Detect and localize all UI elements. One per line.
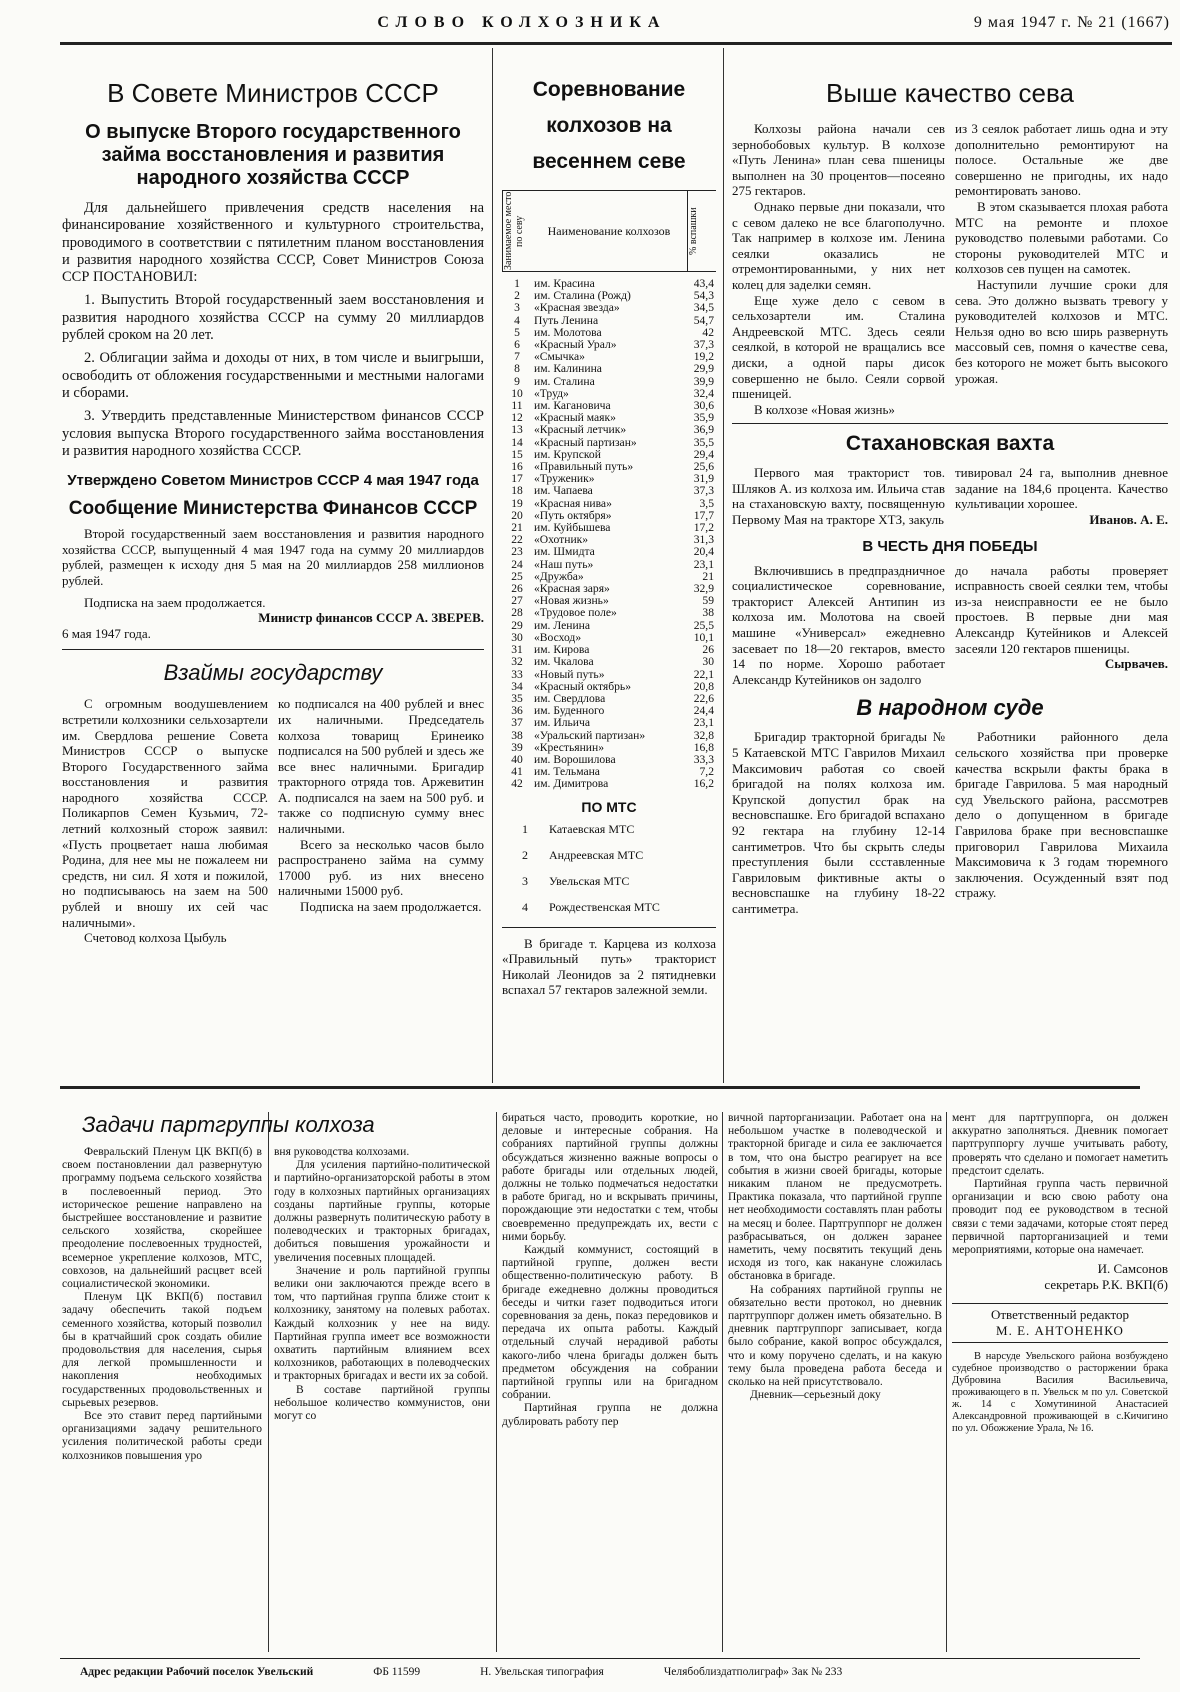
article-paragraph: Пленум ЦК ВКП(б) поставил задачу обеспечить такой подъем семенного хозяйства, который позволил бы в кратчайший срок создать обилие продовольствия для населения, сырья для легкой промышленности и накопления необходимых государственных продовольственных и сырьевых резервов. [62, 1291, 262, 1409]
rank-place: 32 [511, 655, 523, 669]
kolkhoz-name: им. Свердлова [534, 691, 606, 705]
decree-paragraph: Для дальнейшего привлечения средств населения на финансирование хозяйственного и культурного строительства, проводимого в соответствии с пятилетним планом восстановления и развития народного хозяйства СССР, Совет Министров Союза ССР ПОСТАНОВИЛ: [62, 200, 484, 286]
plough-percent: 17,2 [693, 521, 714, 535]
section-divider [62, 649, 484, 650]
plough-percent: 24,4 [693, 704, 714, 718]
article-paragraph: Дневник—серьезный доку [750, 1389, 881, 1402]
mts-place: 3 [522, 873, 528, 888]
kolkhoz-name: Путь Ленина [534, 313, 599, 327]
mts-place: 2 [522, 847, 528, 862]
victory-heading: В ЧЕСТЬ ДНЯ ПОБЕДЫ [862, 537, 1038, 555]
article-paragraph: Бригадир тракторной бригады № 5 Катаевской МТС Гаврилов Михаил Максимович работая со своей бригадой на полях колхоза им. Крупской допустил брак на весновспашке. Его бригадой вспахано 92 гектара на глубину 12-14 сантиметров. Что бы скрыть следы преступления были ссставленные Гавриловым фиктивные акты о весновспашке на глубину 18-22 сантиметра. [732, 729, 945, 916]
ranking-table [502, 278, 716, 791]
rank-place: 19 [511, 496, 523, 510]
col-percent: % вспашки [688, 207, 699, 255]
article-signature-role: секретарь Р.К. ВКП(б) [1044, 1277, 1168, 1293]
kolkhoz-name: «Красная заря» [534, 582, 610, 596]
kolkhoz-name: им. Кирова [534, 643, 590, 657]
article-paragraph: В составе партийной группы небольшое количество коммунистов, они могут со [274, 1383, 490, 1423]
rank-place: 39 [511, 740, 523, 754]
rank-place: 9 [514, 374, 520, 388]
rank-place: 6 [514, 338, 520, 352]
decree-paragraph: 2. Облигации займа и доходы от них, в том числе и выигрыши, освободить от обложения государственными и местными налогами и сборами. [62, 350, 484, 401]
article-paragraph: Однако первые дни показали, что с севом далеко не все благополучно. Так например в колхозе им. Ленина сеялки оказались не отремонтированными, у них нет колец для заделки семян. [732, 198, 945, 292]
rank-place: 28 [511, 606, 523, 620]
court-notice [952, 1351, 1168, 1435]
kolkhoz-name: им. Ленина [534, 618, 591, 632]
kolkhoz-name: «Дружба» [534, 569, 584, 583]
ranking-row [502, 302, 716, 314]
mts-heading: ПО МТС [581, 798, 637, 815]
rank-place: 33 [511, 667, 523, 681]
ranking-row [502, 607, 716, 619]
rank-place: 31 [511, 643, 523, 657]
editor-role: Ответственный редактор [990, 1307, 1130, 1323]
rank-place: 30 [511, 630, 523, 644]
rank-place: 15 [511, 447, 523, 461]
plough-percent: 33,3 [693, 752, 714, 766]
kolkhoz-name: «Красный Урал» [534, 338, 617, 352]
kolkhoz-name: «Труд» [534, 386, 569, 400]
rank-place: 18 [511, 484, 523, 498]
partgroup-col-1 [62, 1146, 262, 1463]
ranking-row [502, 656, 716, 668]
council-heading: В Совете Министров СССР [107, 78, 439, 108]
ranking-row [502, 437, 716, 449]
ranking-row [502, 730, 716, 742]
kolkhoz-name: «Новая жизнь» [534, 594, 609, 608]
section-divider [732, 423, 1168, 424]
mts-name: Андреевская МТС [549, 847, 644, 862]
ranking-row [502, 778, 716, 790]
loan-decree-heading: О выпуске Второго государственного займа восстановления и развития народного хозяйства СССР [85, 121, 461, 189]
kolkhoz-name: им. Сталина (Рожд) [534, 289, 631, 303]
plough-percent: 23,1 [693, 557, 714, 571]
column-rule-5 [722, 1112, 723, 1652]
plough-percent: 3,5 [699, 496, 714, 510]
plough-percent: 20,8 [693, 679, 714, 693]
rank-place: 34 [511, 679, 523, 693]
plough-percent: 20,4 [693, 545, 714, 559]
plough-percent: 10,1 [693, 630, 714, 644]
partgroup-col-2 [274, 1146, 490, 1423]
article-paragraph: вичной парторганизации. Работает она на небольшом участке в полеводческой и тракторной бригаде и сила ее заключается в том, что она быстро реагирует на все события в жизни своей бригады, которые никаким планом не предусмотреть. Практика показала, что партийной группе нет необходимости составлять план работы на месяц и более. Партгруппорг не должен разбрасываться, он должен заранее наметить, чему посвятить текущий день исходя из того, как накануне сложилась обстановка в бригаде. [728, 1112, 942, 1283]
ranking-row [502, 485, 716, 497]
mts-name: Рождественская МТС [549, 899, 660, 914]
mts-row [504, 817, 714, 841]
col-name: Наименование колхозов [531, 191, 688, 271]
article-paragraph: Всего за несколько часов было распространено займа на сумму 17000 руб. из них внесено наличными 15000 руб. [278, 836, 484, 899]
plough-percent: 37,3 [693, 484, 714, 498]
plough-percent: 21 [702, 569, 714, 583]
plough-percent: 7,2 [699, 765, 714, 779]
section-divider [502, 927, 716, 928]
article-paragraph: Февральский Пленум ЦК ВКП(б) в своем постановлении дал развернутую программу подъема сельского хозяйства в послевоенный период. Это историческое решение направлено на быстрейшее восстановление и развитие сельского хозяйства, скорейшее преодоление послевоенных трудностей, всемерное укрепление колхозов, МТС, совхозов, на дальнейший расцвет всей социалистической экономики. [62, 1146, 262, 1291]
footer-address: Адрес редакции Рабочий поселок Увельский [80, 1666, 314, 1678]
rank-place: 5 [514, 325, 520, 339]
rank-place: 2 [514, 289, 520, 303]
victory-signature: Сырвачев. [1104, 656, 1168, 672]
plough-percent: 37,3 [693, 338, 714, 352]
kolkhoz-name: «Красный маяк» [534, 411, 616, 425]
kolkhoz-name: им. Крупской [534, 447, 601, 461]
article-paragraph: Для усиления партийно-политической и партийно-организаторской работы в этом году в колхозных партийных организациях созданы партийные группы, которые должны развернуть политическую работу в полеводческих и тракторных бригадах, добиться повышения урожайности и увеличения посевных площадей. [274, 1159, 490, 1264]
plough-percent: 42 [702, 325, 714, 339]
rank-place: 10 [511, 386, 523, 400]
rank-place: 24 [511, 557, 523, 571]
court-article [732, 729, 1168, 916]
article-paragraph: В колхозе «Новая жизнь» [754, 401, 895, 417]
stakhanov-heading: Стахановская вахта [845, 432, 1055, 456]
approved-line: Утверждено Советом Министров СССР 4 мая 1947 года [67, 472, 479, 490]
rank-place: 4 [514, 313, 520, 327]
sowing-heading: Выше качество сева [826, 78, 1074, 108]
article-paragraph: На собраниях партийной группы не обязательно вести протокол, но дневник партгруппорг должен иметь обязательно. В дневник партгруппорг записывает, когда было собрание, какой вопрос обсуждался, что и кому поручено сделать, и на какую тему была проведена работа беседа и сколько на ней присутствовало. [728, 1283, 942, 1389]
kolkhoz-name: «Крестьянин» [534, 740, 605, 754]
article-paragraph: Каждый коммунист, состоящий в партийной группе, должен вести общественно-политическую работу. В бригаде ежедневно должны проводиться беседы и читки газет подводиться итоги соревнования за день, показ передовиков и передача их опыта работы. Каждый отдельный случай нерадивой работы какого-либо члена бригады должен быть предметом обсуждения на собрании партийной группы или на бригадном собрании. [502, 1244, 718, 1402]
article-paragraph: Партийная группа не должна дублировать работу пер [502, 1402, 718, 1428]
ranking-row [502, 363, 716, 375]
minister-signature: Министр финансов СССР А. ЗВЕРЕВ. [258, 610, 484, 626]
article-paragraph: Первого мая тракторист тов. Шляков А. из колхоза им. Ильича став на стахановскую вахту, посвященную Первому Мая на тракторе ХТЗ, закуль [732, 465, 946, 528]
kolkhoz-name: им. Куйбышева [534, 521, 611, 535]
competition-heading: Соревнование колхозов на весеннем севе [532, 78, 686, 173]
sowing-column-1 [732, 121, 945, 417]
kolkhoz-name: «Новый путь» [534, 667, 605, 681]
kolkhoz-name: «Красная нива» [534, 496, 612, 510]
mts-row [504, 869, 714, 893]
partgroup-col-5 [952, 1112, 1168, 1435]
ministry-message [62, 526, 484, 641]
column-rule-3 [268, 1112, 269, 1652]
article-paragraph: Значение и роль партийной группы велики они заключаются прежде всего в том, что партийная группа ближе стоит к колхознику, занятому на полевых работах. Каждый колхозник у нее на виду. Партийная группа имеет все возможности охватить партийным влиянием всех колхозников, работающих в полеводческих и тракторных бригадах и вести их за собой. [274, 1264, 490, 1383]
article-paragraph: В этом сказывается плохая работа МТС на ремонте и плохое руководство полевыми работами. Со стороны руководителей МТС и колхозов сев пущен на самотек. [955, 198, 1168, 277]
footer-printer: Н. Увельская типография [480, 1666, 604, 1678]
col-place: Занимаемое место по севу [502, 191, 531, 271]
kolkhoz-name: «Наш путь» [534, 557, 594, 571]
left-section [62, 78, 484, 946]
message-paragraph: Второй государственный заем восстановления и развития народного хозяйства СССР, выпущенный 4 мая 1947 года на сумму 20 миллиардов рублей, размещен к исходу дня 5 мая на 20 миллиардов 258 миллионов рублей. [62, 526, 484, 588]
kolkhoz-name: «Правильный путь» [534, 460, 634, 474]
footer-publisher: Челябоблиздатполиграф» Зак № 233 [663, 1666, 843, 1678]
rank-place: 26 [511, 582, 523, 596]
kolkhoz-name: им. Чапаева [534, 484, 593, 498]
partgroup-col-3 [502, 1112, 718, 1429]
middle-section [502, 72, 716, 998]
kolkhoz-name: «Восход» [534, 630, 582, 644]
rank-place: 21 [511, 521, 523, 535]
plough-percent: 59 [702, 594, 714, 608]
loans-column-2 [278, 696, 484, 946]
mts-place: 1 [522, 821, 528, 836]
article-paragraph: С огромным воодушевлением встретили колхозники сельхозартели им. Свердлова решение Совета Министров СССР о выпуске Второго Государственного займа восстановления и развития народного хозяйства СССР. Поликарпов Семен Кузьмич, 72-летний колхозный сторож заявил: «Пусть процветает наша любимая Родина, для нее мы не пожалеем ни средств, ни сил. Я хотя и пожилой, но подписываюсь на заем на 500 рублей и вношу их сей час наличными». [62, 696, 268, 930]
kolkhoz-name: им. Тельмана [534, 765, 600, 779]
article-paragraph: Работники районного дела сельского хозяйства при проверке качества вскрыли факты брака в бригаде Гаврилова. 5 мая народный суд Увельского района, рассмотрев дело о допущенном в бригаде Гаврилова браке при весновспашке приговорил Гаврилова Михаила Максимовича к 3 годам тюремного заключения. Осужденный взят под стражу. [955, 729, 1168, 901]
rank-place: 13 [511, 423, 523, 437]
rank-place: 12 [511, 411, 523, 425]
kolkhoz-name: «Трудовое поле» [534, 606, 617, 620]
rank-place: 8 [514, 362, 520, 376]
rank-place: 3 [514, 301, 520, 315]
kolkhoz-name: «Красный партизан» [534, 435, 637, 449]
rank-place: 41 [511, 765, 523, 779]
court-heading: В народном суде [856, 695, 1044, 721]
kolkhoz-name: им. Димитрова [534, 777, 609, 791]
article-paragraph: Счетовод колхоза Цыбуль [84, 930, 227, 946]
kolkhoz-name: им. Кагановича [534, 399, 611, 413]
notice-paragraph: В нарсуде Увельского района возбуждено судебное производство о расторжении брака Дубровина Василия Васильевича, проживающего в п. Увельск м по ул. Советской ж. 14 с Хомутининой Анастасией Александровной проживающей в с.Кичигино по ул. Обожжение Урала, № 16. [952, 1351, 1168, 1435]
article-paragraph: бираться часто, проводить короткие, но деловые и интересные собрания. На собраниях партийной группы должны обсуждаться жизненно важные вопросы о работе бригады или отдельных людей, должны не только подмечаться недостатки в работе бригад, но и вскрывать причины, порождающие эти недостатки с тем, чтобы своевременно предупреждать их, вести с ними борьбу. [502, 1112, 718, 1243]
loans-column-1 [62, 696, 268, 946]
column-rule-1 [492, 48, 493, 1083]
plough-percent: 19,2 [693, 350, 714, 364]
mts-row [504, 843, 714, 867]
rank-place: 23 [511, 545, 523, 559]
rank-place: 1 [514, 277, 520, 290]
rank-place: 38 [511, 728, 523, 742]
plough-percent: 54,3 [693, 289, 714, 303]
article-paragraph: Наступили лучшие сроки для сева. Это должно вызвать тревогу у руководителей колхозов и МТС. Нельзя одно во всю ширь развернуть массовый сев, помня о качестве сева, без которого не может быть высокого урожая. [955, 276, 1168, 386]
rank-place: 36 [511, 704, 523, 718]
ranking-row [502, 315, 716, 327]
plough-percent: 26 [702, 643, 714, 657]
rank-place: 11 [511, 399, 523, 413]
stakhanov-signature: Иванов. А. Е. [1089, 512, 1168, 528]
kolkhoz-name: им. Ворошилова [534, 752, 616, 766]
sowing-column-2 [955, 121, 1168, 417]
column-rule-6 [946, 1112, 947, 1652]
kolkhoz-name: им. Калинина [534, 362, 602, 376]
plough-percent: 29,9 [693, 362, 714, 376]
decree-body [62, 200, 484, 460]
plough-percent: 25,6 [693, 460, 714, 474]
rank-place: 17 [511, 472, 523, 486]
newspaper-title: СЛОВО КОЛХОЗНИКА [377, 14, 667, 31]
partgroup-heading-wrap [62, 1112, 492, 1138]
rank-place: 7 [514, 350, 520, 364]
ranking-table-header [502, 190, 716, 272]
article-paragraph: мент для партгруппорга, он должен аккуратно заполняться. Дневник помогает партгруппоргу лучше учитывать работу, проверять что сделано и помогает наметить предстоит сделать. [952, 1112, 1168, 1177]
masthead-rule [60, 42, 1172, 45]
kolkhoz-name: «Смычка» [534, 350, 585, 364]
loans-heading: Взаймы государству [163, 660, 383, 686]
partgroup-heading: Задачи партгруппы колхоза [82, 1112, 375, 1137]
editor-box [952, 1303, 1168, 1343]
article-paragraph: из 3 сеялок работает лишь одна и эту дополнительно ремонтируют на полосе. Остальные же две совершенно не пригодны, их надо ремонтировать заново. [955, 121, 1168, 199]
article-signature-name: И. Самсонов [1097, 1261, 1168, 1277]
kolkhoz-name: им. Чкалова [534, 655, 594, 669]
plough-percent: 43,4 [693, 277, 714, 290]
ranking-row [502, 424, 716, 436]
plough-percent: 16,8 [693, 740, 714, 754]
plough-percent: 31,3 [693, 533, 714, 547]
victory-article [732, 563, 1168, 688]
plough-percent: 39,9 [693, 374, 714, 388]
kolkhoz-name: «Охотник» [534, 533, 589, 547]
article-paragraph: ко подписался на 400 рублей и внес их наличными. Председатель колхоза товарищ Еринеико подписался на 500 рублей и здесь же все внес наличными. Бригадир тракторного отряда тов. Аржевитин А. подписался на заем на 500 руб. и также со подписную сумму внес наличными. [278, 696, 484, 837]
plough-percent: 30 [702, 655, 714, 669]
plough-percent: 32,9 [693, 582, 714, 596]
column-rule-4 [496, 1112, 497, 1652]
mts-name: Увельская МТС [549, 873, 630, 888]
rank-place: 35 [511, 691, 523, 705]
message-paragraph: Подписка на заем продолжается. [84, 594, 266, 610]
kolkhoz-name: «Красный октябрь» [534, 679, 632, 693]
plough-percent: 22,6 [693, 691, 714, 705]
brigade-note [502, 936, 716, 998]
plough-percent: 32,8 [693, 728, 714, 742]
kolkhoz-name: им. Красина [534, 277, 595, 290]
plough-percent: 22,1 [693, 667, 714, 681]
mts-row [504, 895, 714, 919]
article-paragraph: Колхозы района начали сев зернобобовых культур. В колхозе «Путь Ленина» план сева пшеницы выполнен на 30 процентов—посеяно 275 гектаров. [732, 121, 945, 199]
plough-percent: 38 [702, 606, 714, 620]
mts-table [502, 815, 716, 921]
stakhanov-article [732, 465, 1168, 527]
ranking-row [502, 669, 716, 681]
article-paragraph: Все это ставит перед партийными организациями задачу решительного усиления политической работы среди колхозников повышения уро [62, 1410, 262, 1462]
kolkhoz-name: «Уральский партизан» [534, 728, 646, 742]
plough-percent: 23,1 [693, 716, 714, 730]
note-paragraph: В бригаде т. Карцева из колхоза «Правильный путь» тракторист Николай Леонидов за 2 пятидневки вспахал 57 гектаров залежной земли. [502, 935, 716, 998]
kolkhoz-name: «Труженик» [534, 472, 595, 486]
kolkhoz-name: им. Шмидта [534, 545, 595, 559]
article-paragraph: Включившись в предпраздничное социалистическое соревнование, тракторист Алексей Антипин из колхоза им. Молотова на своей машине «Универсал» ежедневно засевает по 18—20 гектаров, вместо 14 по норме. Хорошо работает Александр Кутейников он задолго [732, 562, 945, 687]
plough-percent: 36,9 [693, 423, 714, 437]
plough-percent: 30,6 [693, 399, 714, 413]
kolkhoz-name: «Путь октября» [534, 508, 612, 522]
kolkhoz-name: им. Сталина [534, 374, 595, 388]
plough-percent: 35,9 [693, 411, 714, 425]
footer-rule [60, 1658, 1140, 1659]
kolkhoz-name: им. Молотова [534, 325, 602, 339]
rank-place: 14 [511, 435, 523, 449]
plough-percent: 25,5 [693, 618, 714, 632]
rank-place: 22 [511, 533, 523, 547]
rank-place: 29 [511, 618, 523, 632]
mts-place: 4 [522, 899, 528, 914]
ranking-row [502, 717, 716, 729]
kolkhoz-name: «Красный летчик» [534, 423, 627, 437]
rank-place: 25 [511, 569, 523, 583]
partgroup-col-4 [728, 1112, 942, 1402]
article-paragraph: до начала работы проверяет исправность своей сеялки тем, чтобы из-за неисправности ее не было простоев. В первые дни мая Александр Кутейников и Алексей засеяли 120 гектаров пшеницы. [955, 562, 1168, 656]
footer [80, 1666, 1160, 1678]
plough-percent: 17,7 [693, 508, 714, 522]
column-rule-2 [723, 48, 724, 1083]
article-paragraph: Партийная группа часть первичной организации и всю свою работу она проводит под ее руководством в тесной связи с теми задачами, которые стоят перед первичной парторганизацией и теми мероприятиями, которые она намечает. [952, 1178, 1168, 1257]
plough-percent: 29,4 [693, 447, 714, 461]
rank-place: 27 [511, 594, 523, 608]
ranking-row [502, 376, 716, 388]
sowing-article [732, 121, 1168, 417]
plough-percent: 54,7 [693, 313, 714, 327]
kolkhoz-name: им. Ильича [534, 716, 590, 730]
article-paragraph: Подписка на заем продолжается. [300, 899, 482, 915]
plough-percent: 16,2 [693, 777, 714, 791]
masthead [90, 8, 1170, 38]
mts-name: Катаевская МТС [549, 821, 635, 836]
ranking-row [502, 546, 716, 558]
decree-paragraph: 3. Утвердить представленные Министерством финансов СССР условия выпуска Второго государственного займа восстановления и развития народного хозяйства СССР. [62, 408, 484, 459]
footer-code: ФБ 11599 [373, 1666, 421, 1678]
plough-percent: 35,5 [693, 435, 714, 449]
kolkhoz-name: им. Буденного [534, 704, 605, 718]
right-section [732, 78, 1168, 917]
rank-place: 40 [511, 752, 523, 766]
article-paragraph: тивировал 24 га, выполнив дневное задание на 184,6 процента. Качество культивации хорошее. [955, 465, 1168, 512]
plough-percent: 32,4 [693, 386, 714, 400]
message-date: 6 мая 1947 года. [62, 625, 151, 641]
editor-name: М. Е. АНТОНЕНКО [996, 1323, 1124, 1339]
decree-paragraph: 1. Выпустить Второй государственный заем восстановления и развития народного хозяйства СССР на сумму 20 миллиардов рублей сроком на 20 лет. [62, 292, 484, 344]
kolkhoz-name: «Красная звезда» [534, 301, 620, 315]
rank-place: 42 [511, 777, 523, 791]
article-paragraph: вня руководства колхозами. [274, 1146, 410, 1158]
loans-article [62, 696, 484, 946]
rank-place: 37 [511, 716, 523, 730]
plough-percent: 31,9 [693, 472, 714, 486]
article-paragraph: Еще хуже дело с севом в сельхозартели им. Сталина Андреевской МТС. Здесь сеяли сеялкой, в которой не вращались все диски, а одной пары дисок совершенно не было. Сеяли сорвой пшеницей. [732, 292, 945, 402]
ministry-message-heading: Сообщение Министерства Финансов СССР [68, 498, 478, 520]
rank-place: 16 [511, 460, 523, 474]
rank-place: 20 [511, 508, 523, 522]
issue-date: 9 мая 1947 г. № 21 (1667) [973, 14, 1170, 31]
lower-section-rule [60, 1086, 1140, 1089]
plough-percent: 34,5 [693, 301, 714, 315]
